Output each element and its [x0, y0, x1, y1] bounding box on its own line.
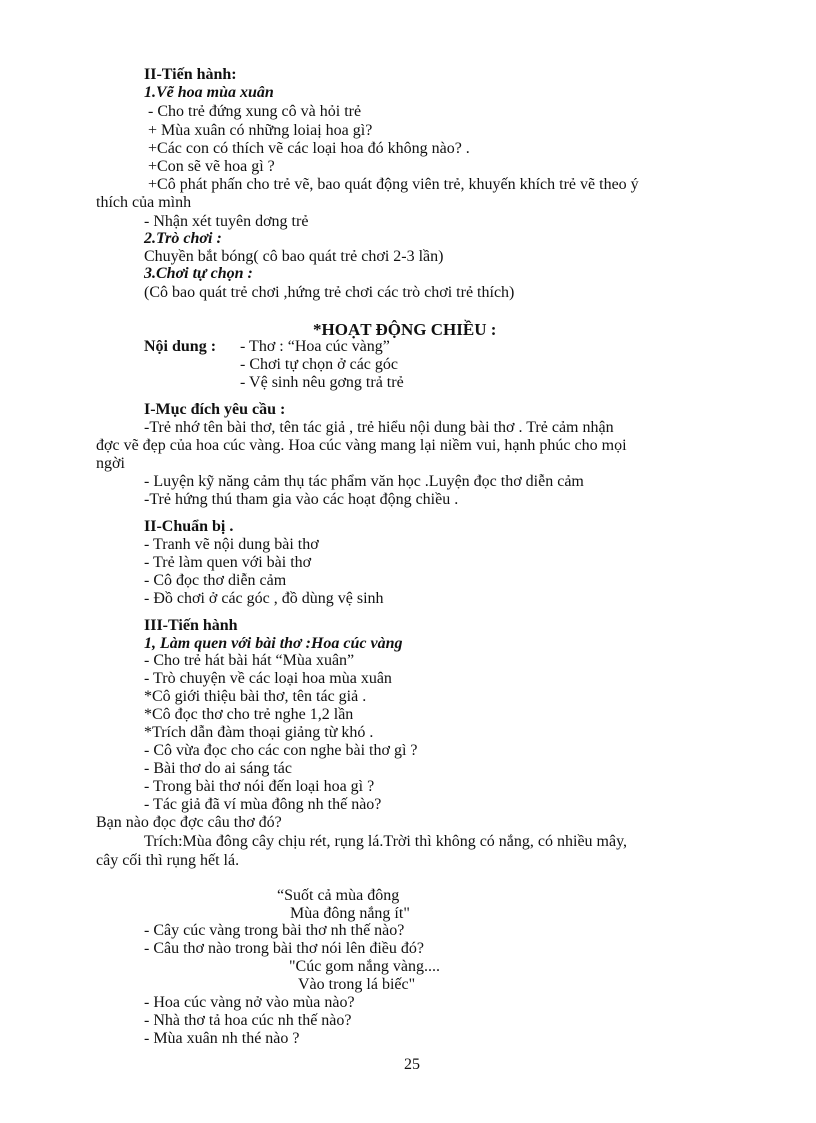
chuan-bi-item: - Trẻ làm quen với bài thơ — [144, 554, 312, 571]
noi-dung-label: Nội dung : — [144, 338, 217, 355]
text-line: -Trẻ nhớ tên bài thơ, tên tác giả , trẻ hiểu nội dung bài thơ . Trẻ cảm nhận — [144, 419, 614, 436]
text-line: ngời — [96, 455, 125, 472]
question-line: - Hoa cúc vàng nở vào mùa nào? — [144, 994, 355, 1011]
section-heading-chuan-bi: II-Chuẩn bị . — [144, 518, 234, 535]
list-item: *Trích dẫn đàm thoại giảng từ khó . — [144, 724, 374, 741]
text-line: -Trẻ hứng thú tham gia vào các hoạt động chiều . — [144, 491, 459, 508]
verse-line: “Suốt cả mùa đông — [277, 887, 400, 904]
chuan-bi-item: - Đồ chơi ở các góc , đồ dùng vệ sinh — [144, 590, 384, 607]
noi-dung-item: - Vệ sinh nêu gơng trả trẻ — [240, 374, 404, 391]
subheading-tro-choi: 2.Trò chơi : — [144, 230, 222, 247]
text-line: cây cối thì rụng hết lá. — [96, 852, 240, 869]
verse-line: "Cúc gom nắng vàng.... — [289, 958, 440, 975]
page-number: 25 — [404, 1056, 420, 1073]
list-item: - Cô vừa đọc cho các con nghe bài thơ gì ? — [144, 742, 418, 759]
text-line: - Luyện kỹ năng cảm thụ tác phẩm văn học .Luyện đọc thơ diễn cảm — [144, 473, 584, 490]
list-item: - Bài thơ do ai sáng tác — [144, 760, 292, 777]
text-line: Chuyền bắt bóng( cô bao quát trẻ chơi 2-3 lần) — [144, 248, 444, 265]
question-line: - Câu thơ nào trong bài thơ nói lên điều đó? — [144, 940, 424, 957]
text-line: +Các con có thích vẽ các loại hoa đó không nào? . — [148, 140, 470, 157]
list-item: - Trong bài thơ nói đến loại hoa gì ? — [144, 778, 375, 795]
text-line: + Mùa xuân có những loiaị hoa gì? — [148, 122, 373, 139]
list-item: - Cho trẻ hát bài hát “Mùa xuân” — [144, 652, 355, 669]
title-hoat-dong-chieu: *HOẠT ĐỘNG CHIỀU : — [313, 320, 497, 339]
text-line: - Cho trẻ đứng xung cô và hỏi trẻ — [148, 103, 362, 120]
noi-dung-item: - Chơi tự chọn ở các góc — [240, 356, 398, 373]
list-item: *Cô đọc thơ cho trẻ nghe 1,2 lần — [144, 706, 354, 723]
section-heading-tien-hanh-3: III-Tiến hành — [144, 617, 238, 634]
list-item: - Trò chuyện về các loại hoa mùa xuân — [144, 670, 392, 687]
text-line: Bạn nào đọc đợc câu thơ đó? — [96, 814, 282, 831]
text-line: Trích:Mùa đông cây chịu rét, rụng lá.Trời thì không có nắng, có nhiều mây, — [144, 833, 628, 850]
list-item: *Cô giới thiệu bài thơ, tên tác giả . — [144, 688, 367, 705]
text-line: thích của mình — [96, 194, 192, 211]
question-line: - Cây cúc vàng trong bài thơ nh thế nào? — [144, 922, 405, 939]
verse-line: Vào trong lá biếc" — [298, 976, 416, 993]
question-line: - Nhà thơ tả hoa cúc nh thế nào? — [144, 1012, 352, 1029]
subheading-ve-hoa: 1.Vẽ hoa mùa xuân — [144, 84, 274, 101]
section-heading-muc-dich: I-Mục đích yêu cầu : — [144, 401, 286, 418]
text-line: +Cô phát phấn cho trẻ vẽ, bao quát động viên trẻ, khuyến khích trẻ vẽ theo ý — [148, 176, 639, 193]
text-line: (Cô bao quát trẻ chơi ,hứng trẻ chơi các trò chơi trẻ thích) — [144, 284, 515, 301]
subheading-choi-tu-chon: 3.Chơi tự chọn : — [144, 265, 253, 282]
section-heading-tien-hanh: II-Tiến hành: — [144, 66, 237, 83]
subheading-lam-quen: 1, Làm quen với bài thơ :Hoa cúc vàng — [144, 635, 403, 652]
text-line: +Con sẽ vẽ hoa gì ? — [148, 158, 275, 175]
chuan-bi-item: - Cô đọc thơ diễn cảm — [144, 572, 287, 589]
text-line: đợc vẽ đẹp của hoa cúc vàng. Hoa cúc vàng mang lại niềm vui, hạnh phúc cho mọi — [96, 437, 627, 454]
text-line: - Nhận xét tuyên dơng trẻ — [144, 213, 309, 230]
chuan-bi-item: - Tranh vẽ nội dung bài thơ — [144, 536, 319, 553]
question-line: - Mùa xuân nh thé nào ? — [144, 1030, 300, 1047]
list-item: - Tác giả đã ví mùa đông nh thế nào? — [144, 796, 382, 813]
noi-dung-item: - Thơ : “Hoa cúc vàng” — [240, 338, 390, 355]
verse-line: Mùa đông nắng ít" — [290, 905, 410, 922]
